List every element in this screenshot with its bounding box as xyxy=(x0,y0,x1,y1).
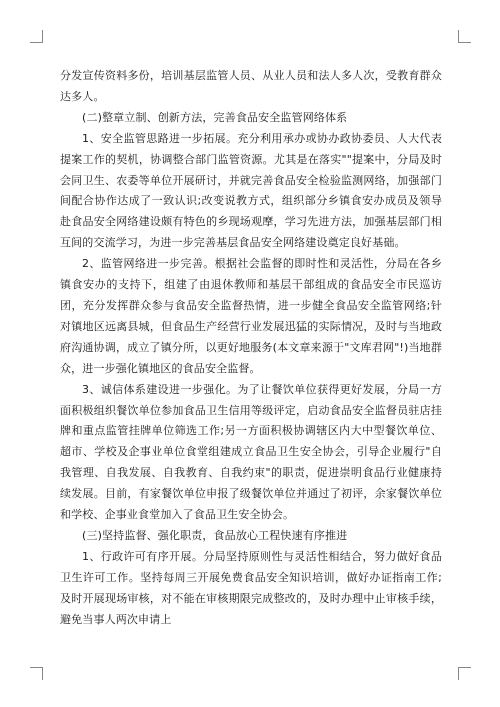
paragraph-continuation: 分发宣传资料多份，培训基层监管人员、从业人员和法人多人次，受教育群众达多人。 xyxy=(60,69,442,103)
paragraph-safety-supervision: 1、安全监管思路进一步拓展。充分利用承办或协办政协委员、人大代表提案工作的契机，协调整合部门监管资源。尤其是在落实""提案中，分局及时会同卫生、农委等单位开展研讨，并就完善食品安全检验监测网络，加强部门间配合协作达成了一致认识;改变说教方式，组织部分乡镇食安办成员及领导赴食品安全网络建设颇有特色的乡现场观摩，学习先进方法，加强基层部门相互间的交流学习，为进一步完善基层食品安全网络建设奠定良好基础。 xyxy=(60,131,442,250)
paragraph-credit-system: 3、诚信体系建设进一步强化。为了让餐饮单位获得更好发展，分局一方面积极组织餐饮单位参加食品卫生信用等级评定，启动食品安全监督员驻店挂牌和重点监管挂牌单位筛选工作;另一方面积极协调辖区内大中型餐饮单位、超市、学校及企事业单位食堂组建成立食品卫生安全协会，引导企业履行"自我管理、自我发展、自我教育、自我约束"的职责，促进崇明食品行业健康持续发展。目前，有家餐饮单位申报了级餐饮单位并通过了初评，余家餐饮单位和学校、企事业食堂加入了食品卫生安全协会。 xyxy=(60,382,442,522)
crop-mark-bottom-left xyxy=(30,667,43,680)
crop-mark-top-right xyxy=(458,30,471,43)
document-body xyxy=(60,66,442,630)
paragraph-supervision-network: 2、监管网络进一步完善。根据社会监督的即时性和灵活性，分局在各乡镇食安办的支持下，组建了由退休教师和基层干部组成的食品安全市民巡访团，充分发挥群众参与食品安全监督热情，进一步健全食品安全监管网络;针对镇地区远离县城，但食品生产经营行业发展迅猛的实际情况，及时与当地政府沟通协调，成立了镇分所，以更好地服务(本文章来源于"文库君网"!)当地群众，进一步强化镇地区的食品安全监督。 xyxy=(60,257,442,375)
crop-mark-top-left xyxy=(30,30,43,43)
crop-mark-bottom-right xyxy=(458,667,471,680)
section-heading-2: (二)整章立制、创新方法，完善食品安全监管网络体系 xyxy=(82,110,348,124)
paragraph-administrative-licensing: 1、行政许可有序开展。分局坚持原则性与灵活性相结合，努力做好食品卫生许可工作。坚持每周三开展免费食品安全知识培训，做好办证指南工作;及时开展现场审核，对不能在审核期限完成整改的，及时办理中止审核手续，避免当事人两次申请上 xyxy=(60,549,442,626)
section-heading-3: (三)坚持监督、强化职责，食品放心工程快速有序推进 xyxy=(82,528,348,542)
